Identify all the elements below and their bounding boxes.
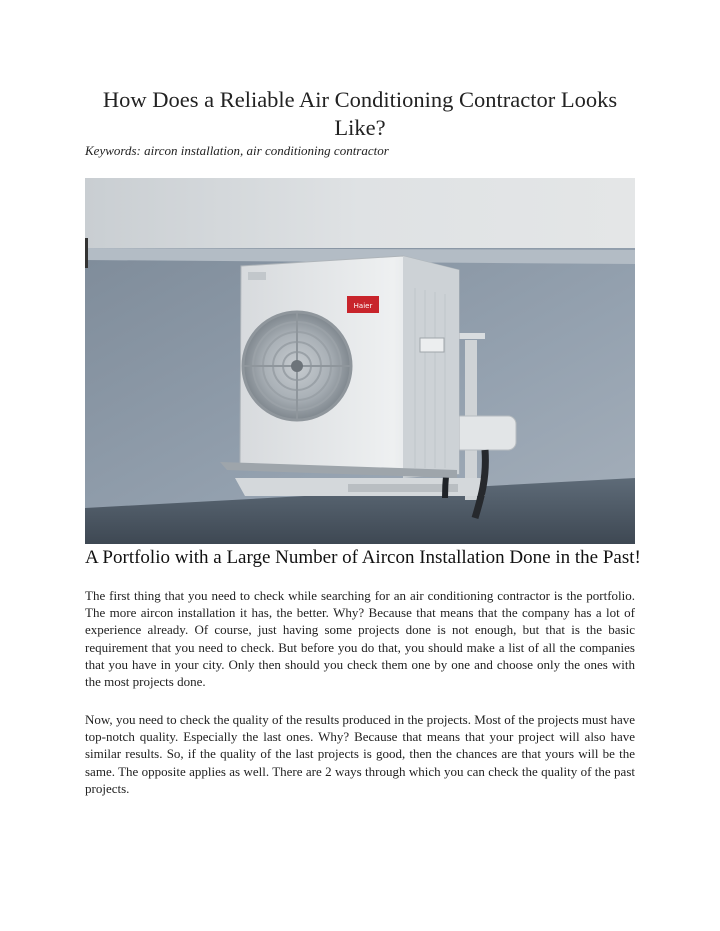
keywords-line: Keywords: aircon installation, air conditioning contractor [85,143,389,158]
paragraph-2: Now, you need to check the quality of the results produced in the projects. Most of the projects must have top-notch quality. Especially the last ones. Why? Because that means that your project will also have similar results. So, if the quality of the last projects is good, then the chances are that yours will be the same. The opposite applies as well. There are 2 ways through which you can check the quality of the past projects. [85,712,635,796]
section-heading: A Portfolio with a Large Number of Aircon Installation Done in the Past! [85,547,641,568]
page-title: How Does a Reliable Air Conditioning Contractor Looks Like? [102,87,618,140]
air-conditioner-photo [85,178,635,544]
paragraph-1: The first thing that you need to check while searching for an air conditioning contractor is the portfolio. The more aircon installation it has, the better. Why? Because that means that the company has a lot of experience already. Of course, just having some projects done is not enough, but that is the basic requirement that you need to check. But before you do that, you should make a list of all the companies that you have in your city. Only then should you check them one by one and choose only the ones with the most projects done. [85,588,635,690]
brand-label: Haier [353,302,373,310]
